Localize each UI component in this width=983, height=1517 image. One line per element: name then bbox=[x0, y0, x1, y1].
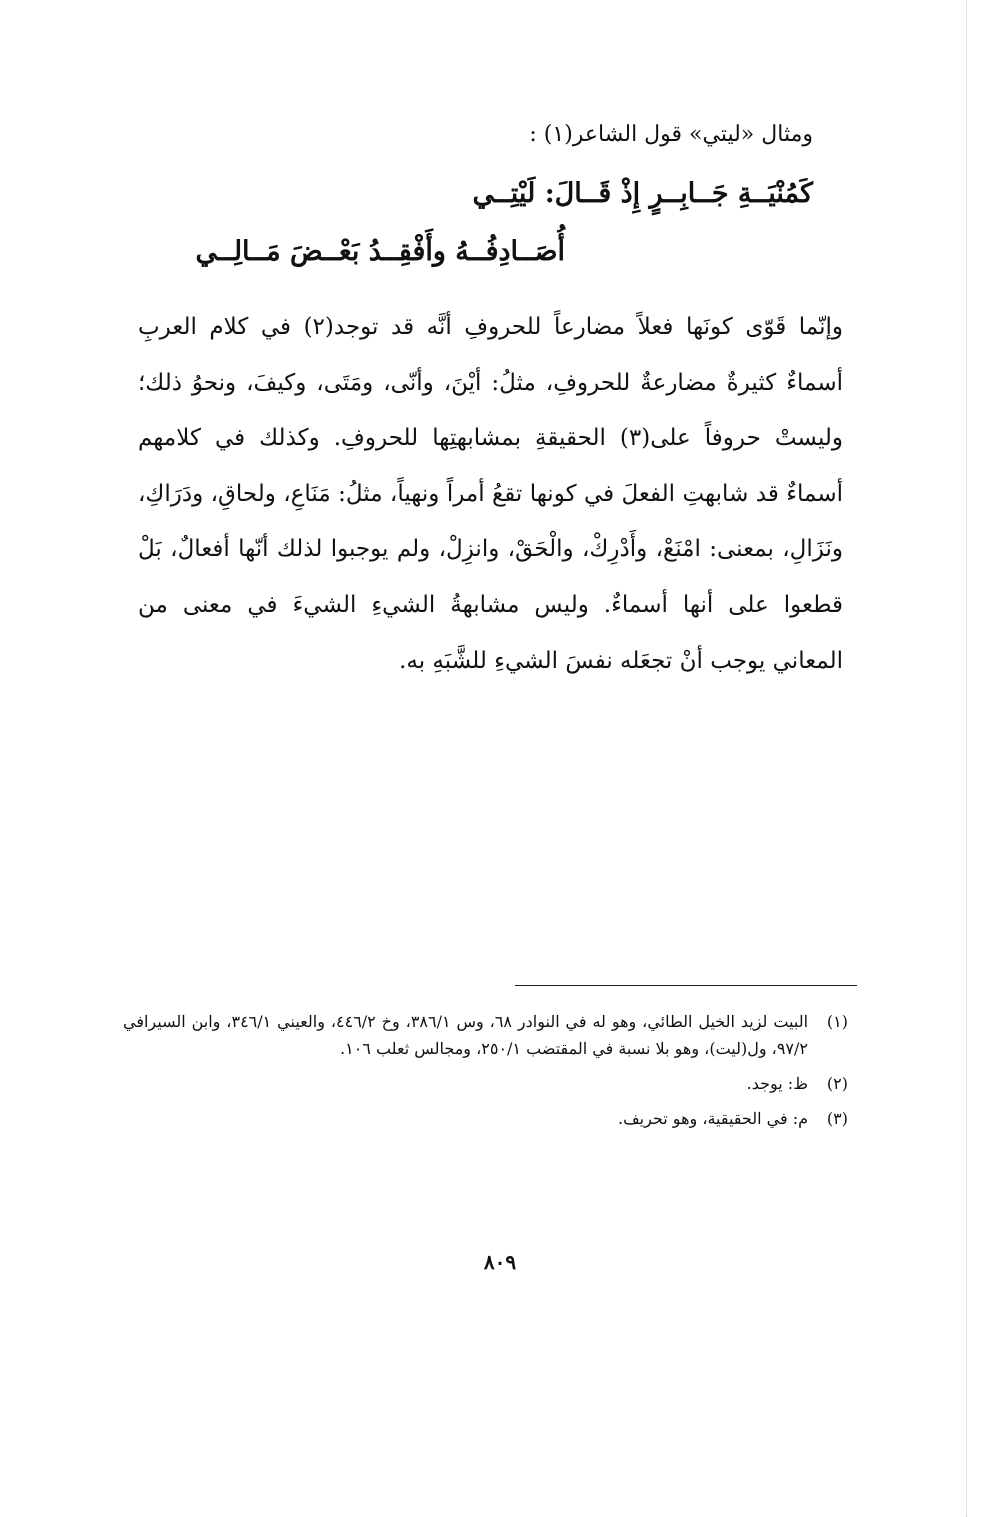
footnote-text: م: في الحقيقية، وهو تحريف. bbox=[618, 1109, 808, 1128]
footnote-text: البيت لزيد الخيل الطائي، وهو له في النوادر ٦٨، وس ٣٨٦/١، وخ ٤٤٦/٢، والعيني ٣٤٦/١، وابن السيرافي ٩٧/٢، ول(ليت)، وهو بلا نسبة في المقتضب ٢٥٠/١، ومجالس ثعلب ١٠٦. bbox=[123, 1012, 809, 1058]
page-number: ٨٠٩ bbox=[483, 1250, 517, 1274]
body-paragraph: وإنّما قَوّى كونَها فعلاً مضارعاً للحروفِ أنَّه قد توجد(٢) في كلام العربِ أسماءٌ كثيرةٌ مضارعةٌ للحروفِ، مثلُ: أيْنَ، وأنّى، ومَتَى، وكيفَ، ونحوُ ذلك؛ وليستْ حروفاً على(٣) الحقيقةِ بمشابهتِها للحروفِ. وكذلك في كلامهم أسماءٌ قد شابهتِ الفعلَ في كونها تقعُ أمراً ونهياً، مثلُ: مَنَاعِ، ولحاقِ، ودَرَاكِ، ونَزَالِ، بمعنى: امْنَعْ، وأَدْرِكْ، والْحَقْ، وانزِلْ، ولم يوجبوا لذلك أنّها أفعالٌ، بَلْ قطعوا على أنها أسماءٌ. وليس مشابهةُ الشيءِ الشيءَ في معنى من المعاني يوجب أنْ تجعَله نفسَ الشيءِ للشَّبَهِ به. bbox=[138, 314, 843, 674]
verse-line-1: كَمُنْيَــةِ جَــابِــرٍ إِذْ قَــالَ: لَيْتِــي bbox=[472, 178, 813, 209]
verse-line-2: أُصَــادِفُــهُ وأَفْقِــدُ بَعْــضَ مَــالِــي bbox=[195, 236, 565, 267]
footnote-text: ظ: يوجد. bbox=[746, 1074, 808, 1093]
footnotes bbox=[123, 1008, 848, 1140]
footnote-separator bbox=[515, 985, 857, 986]
scan-edge-dots bbox=[966, 0, 967, 1517]
footnote-3 bbox=[123, 1105, 848, 1132]
intro-line: ومثال «ليتي» قول الشاعر(١) : bbox=[529, 122, 813, 147]
footnote-2 bbox=[123, 1070, 848, 1097]
footnote-number: (٢) bbox=[826, 1074, 848, 1093]
footnote-1 bbox=[123, 1008, 848, 1062]
footnote-number: (١) bbox=[826, 1012, 848, 1031]
main-text bbox=[138, 300, 843, 689]
footnote-number: (٣) bbox=[826, 1109, 848, 1128]
